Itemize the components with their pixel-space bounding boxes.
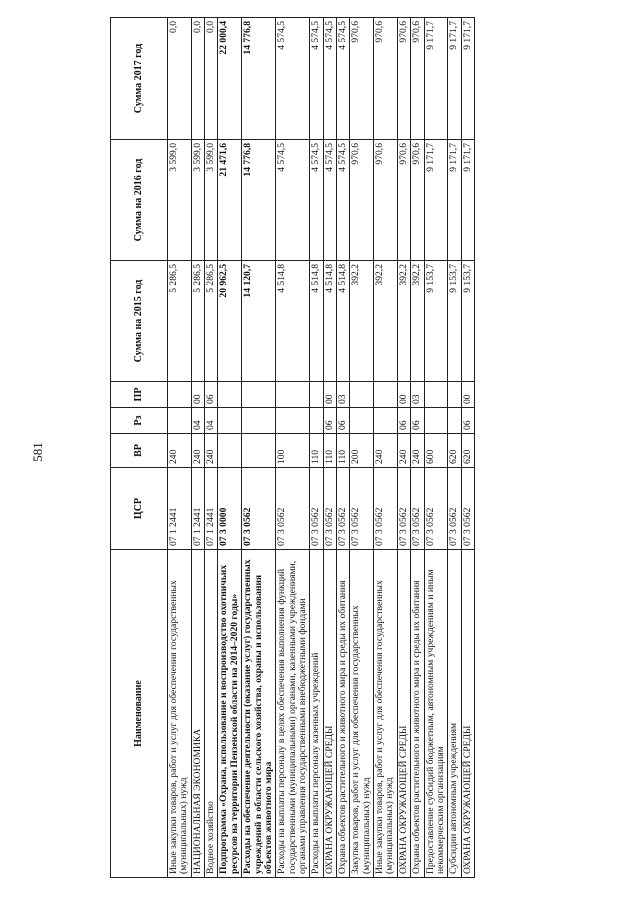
cell-sum-2015: 4 514,8: [310, 261, 323, 382]
table-body: [168, 18, 475, 878]
cell-pr: [374, 382, 398, 408]
cell-csr: 07 3 0562: [323, 468, 336, 550]
cell-sum-2015: 5 286,5: [168, 261, 192, 382]
cell-pr: 03: [411, 382, 424, 408]
cell-pr: 00: [191, 382, 204, 408]
cell-sum-2016: 4 574,5: [323, 140, 336, 261]
table-row: [374, 18, 398, 878]
header-rz: Рз: [111, 408, 168, 434]
cell-sum-2015: 4 514,8: [323, 261, 336, 382]
cell-sum-2016: 970,6: [350, 140, 374, 261]
cell-pr: [168, 382, 192, 408]
cell-sum-2017: 9 171,7: [448, 18, 461, 140]
cell-sum-2017: 970,6: [350, 18, 374, 140]
cell-rz: [276, 408, 310, 434]
cell-csr: 07 1 2441: [168, 468, 192, 550]
table-row: [337, 18, 350, 878]
cell-pr: [350, 382, 374, 408]
cell-name: ОХРАНА ОКРУЖАЮЩЕЙ СРЕДЫ: [397, 550, 410, 878]
cell-vr: [242, 434, 276, 468]
table-row: [411, 18, 424, 878]
cell-sum-2016: 970,6: [397, 140, 410, 261]
cell-sum-2016: 21 471,6: [218, 140, 242, 261]
header-vr: ВР: [111, 434, 168, 468]
cell-sum-2017: 970,6: [397, 18, 410, 140]
cell-sum-2016: 9 171,7: [448, 140, 461, 261]
cell-pr: [310, 382, 323, 408]
cell-csr: 07 3 0562: [374, 468, 398, 550]
cell-vr: 240: [191, 434, 204, 468]
cell-csr: 07 3 0562: [461, 468, 474, 550]
cell-rz: [242, 408, 276, 434]
cell-rz: [168, 408, 192, 434]
cell-rz: [448, 408, 461, 434]
cell-rz: [218, 408, 242, 434]
header-sum-2016: Сумма на 2016 год: [111, 140, 168, 261]
cell-sum-2015: 5 286,5: [205, 261, 218, 382]
cell-vr: 240: [168, 434, 192, 468]
cell-vr: 620: [448, 434, 461, 468]
cell-rz: [424, 408, 448, 434]
table-row: [424, 18, 448, 878]
cell-pr: [448, 382, 461, 408]
cell-name: ОХРАНА ОКРУЖАЮЩЕЙ СРЕДЫ: [461, 550, 474, 878]
cell-sum-2015: 5 286,5: [191, 261, 204, 382]
cell-name: Иные закупки товаров, работ и услуг для обеспечения государственных (муниципальных) нужд: [168, 550, 192, 878]
table-row: [310, 18, 323, 878]
cell-vr: 240: [411, 434, 424, 468]
cell-sum-2016: 3 599,0: [191, 140, 204, 261]
cell-rz: 06: [337, 408, 350, 434]
cell-rz: [310, 408, 323, 434]
cell-sum-2015: 392,2: [411, 261, 424, 382]
cell-sum-2016: 9 171,7: [461, 140, 474, 261]
cell-vr: 110: [310, 434, 323, 468]
cell-sum-2015: 4 514,8: [276, 261, 310, 382]
cell-rz: 04: [205, 408, 218, 434]
cell-rz: 06: [323, 408, 336, 434]
cell-vr: 240: [374, 434, 398, 468]
cell-name: Предоставление субсидий бюджетным, автономным учреждениям и иным некоммерческим организациям: [424, 550, 448, 878]
cell-name: Расходы на выплаты персоналу казенных учреждений: [310, 550, 323, 878]
cell-sum-2015: 392,2: [374, 261, 398, 382]
rotated-page-content: [110, 18, 580, 878]
cell-csr: 07 1 2441: [191, 468, 204, 550]
cell-sum-2015: 4 514,8: [337, 261, 350, 382]
table-row: [461, 18, 474, 878]
cell-name: Охрана объектов растительного и животного мира и среды их обитания: [337, 550, 350, 878]
cell-pr: 00: [323, 382, 336, 408]
table-row: [168, 18, 192, 878]
cell-csr: 07 3 0562: [350, 468, 374, 550]
cell-sum-2017: 0,0: [205, 18, 218, 140]
cell-name: Субсидии автономным учреждениям: [448, 550, 461, 878]
cell-pr: 03: [337, 382, 350, 408]
header-name: Наименование: [111, 550, 168, 878]
cell-rz: 06: [461, 408, 474, 434]
cell-sum-2017: 4 574,5: [276, 18, 310, 140]
cell-sum-2017: 14 776,8: [242, 18, 276, 140]
table-row: [350, 18, 374, 878]
cell-vr: 620: [461, 434, 474, 468]
cell-pr: [242, 382, 276, 408]
cell-csr: 07 3 0562: [276, 468, 310, 550]
budget-table: [110, 17, 475, 878]
cell-rz: 06: [397, 408, 410, 434]
cell-vr: [218, 434, 242, 468]
cell-csr: 07 3 0562: [397, 468, 410, 550]
cell-vr: 110: [337, 434, 350, 468]
cell-sum-2017: 4 574,5: [337, 18, 350, 140]
cell-name: Закупка товаров, работ и услуг для обеспечения государственных (муниципальных) нужд: [350, 550, 374, 878]
cell-vr: 240: [397, 434, 410, 468]
cell-sum-2017: 0,0: [168, 18, 192, 140]
table-row: [242, 18, 276, 878]
cell-sum-2016: 9 171,7: [424, 140, 448, 261]
cell-rz: 06: [411, 408, 424, 434]
cell-sum-2016: 970,6: [411, 140, 424, 261]
table-row: [276, 18, 310, 878]
cell-sum-2017: 9 171,7: [461, 18, 474, 140]
cell-sum-2016: 4 574,5: [276, 140, 310, 261]
cell-pr: 06: [205, 382, 218, 408]
table-header-row: [111, 18, 168, 878]
cell-rz: 04: [191, 408, 204, 434]
cell-vr: 110: [323, 434, 336, 468]
header-pr: ПР: [111, 382, 168, 408]
cell-sum-2017: 4 574,5: [310, 18, 323, 140]
table-row: [191, 18, 204, 878]
cell-sum-2015: 9 153,7: [448, 261, 461, 382]
cell-sum-2016: 3 599,0: [168, 140, 192, 261]
page-number: 581: [30, 442, 45, 462]
cell-csr: 07 3 0000: [218, 468, 242, 550]
cell-name: Иные закупки товаров, работ и услуг для обеспечения государственных (муниципальных) нужд: [374, 550, 398, 878]
cell-pr: [218, 382, 242, 408]
cell-pr: [424, 382, 448, 408]
cell-sum-2017: 970,6: [374, 18, 398, 140]
cell-vr: 100: [276, 434, 310, 468]
cell-sum-2017: 970,6: [411, 18, 424, 140]
cell-pr: [276, 382, 310, 408]
cell-sum-2016: 970,6: [374, 140, 398, 261]
cell-name: Водное хозяйство: [205, 550, 218, 878]
cell-sum-2015: 9 153,7: [461, 261, 474, 382]
cell-rz: [374, 408, 398, 434]
cell-csr: 07 1 2441: [205, 468, 218, 550]
header-sum-2017: Сумма 2017 год: [111, 18, 168, 140]
cell-sum-2015: 392,2: [397, 261, 410, 382]
cell-sum-2017: 0,0: [191, 18, 204, 140]
cell-sum-2015: 20 962,5: [218, 261, 242, 382]
cell-pr: 00: [397, 382, 410, 408]
cell-csr: 07 3 0562: [310, 468, 323, 550]
cell-name: НАЦИОНАЛЬНАЯ ЭКОНОМИКА: [191, 550, 204, 878]
header-csr: ЦСР: [111, 468, 168, 550]
cell-rz: [350, 408, 374, 434]
cell-name: Расходы на выплаты персоналу в целях обеспечения выполнения функций государственными (муниципальными) органами, казенными учреждениями, органами управления государственными внебюджетными фондами: [276, 550, 310, 878]
table-row: [397, 18, 410, 878]
cell-sum-2015: 9 153,7: [424, 261, 448, 382]
cell-vr: 600: [424, 434, 448, 468]
cell-sum-2017: 4 574,5: [323, 18, 336, 140]
cell-vr: 240: [205, 434, 218, 468]
table-row: [323, 18, 336, 878]
cell-csr: 07 3 0562: [242, 468, 276, 550]
table-row: [448, 18, 461, 878]
cell-sum-2015: 14 120,7: [242, 261, 276, 382]
cell-sum-2016: 4 574,5: [337, 140, 350, 261]
cell-vr: 200: [350, 434, 374, 468]
cell-sum-2016: 3 599,0: [205, 140, 218, 261]
cell-csr: 07 3 0562: [424, 468, 448, 550]
table-row: [218, 18, 242, 878]
cell-sum-2015: 392,2: [350, 261, 374, 382]
cell-pr: 00: [461, 382, 474, 408]
cell-csr: 07 3 0562: [337, 468, 350, 550]
header-sum-2015: Сумма на 2015 год: [111, 261, 168, 382]
cell-sum-2016: 4 574,5: [310, 140, 323, 261]
cell-csr: 07 3 0562: [411, 468, 424, 550]
cell-name: ОХРАНА ОКРУЖАЮЩЕЙ СРЕДЫ: [323, 550, 336, 878]
cell-name: Подпрограмма «Охрана, использование и воспроизводство охотничьих ресурсов на территории Пензенской области на 2014–2020 годы»: [218, 550, 242, 878]
cell-name: Охрана объектов растительного и животного мира и среды их обитания: [411, 550, 424, 878]
cell-sum-2017: 22 000,4: [218, 18, 242, 140]
cell-sum-2016: 14 776,8: [242, 140, 276, 261]
cell-sum-2017: 9 171,7: [424, 18, 448, 140]
cell-csr: 07 3 0562: [448, 468, 461, 550]
table-row: [205, 18, 218, 878]
cell-name: Расходы на обеспечение деятельности (оказание услуг) государственных учреждений в области сельского хозяйства, охраны и использования объектов животного мира: [242, 550, 276, 878]
